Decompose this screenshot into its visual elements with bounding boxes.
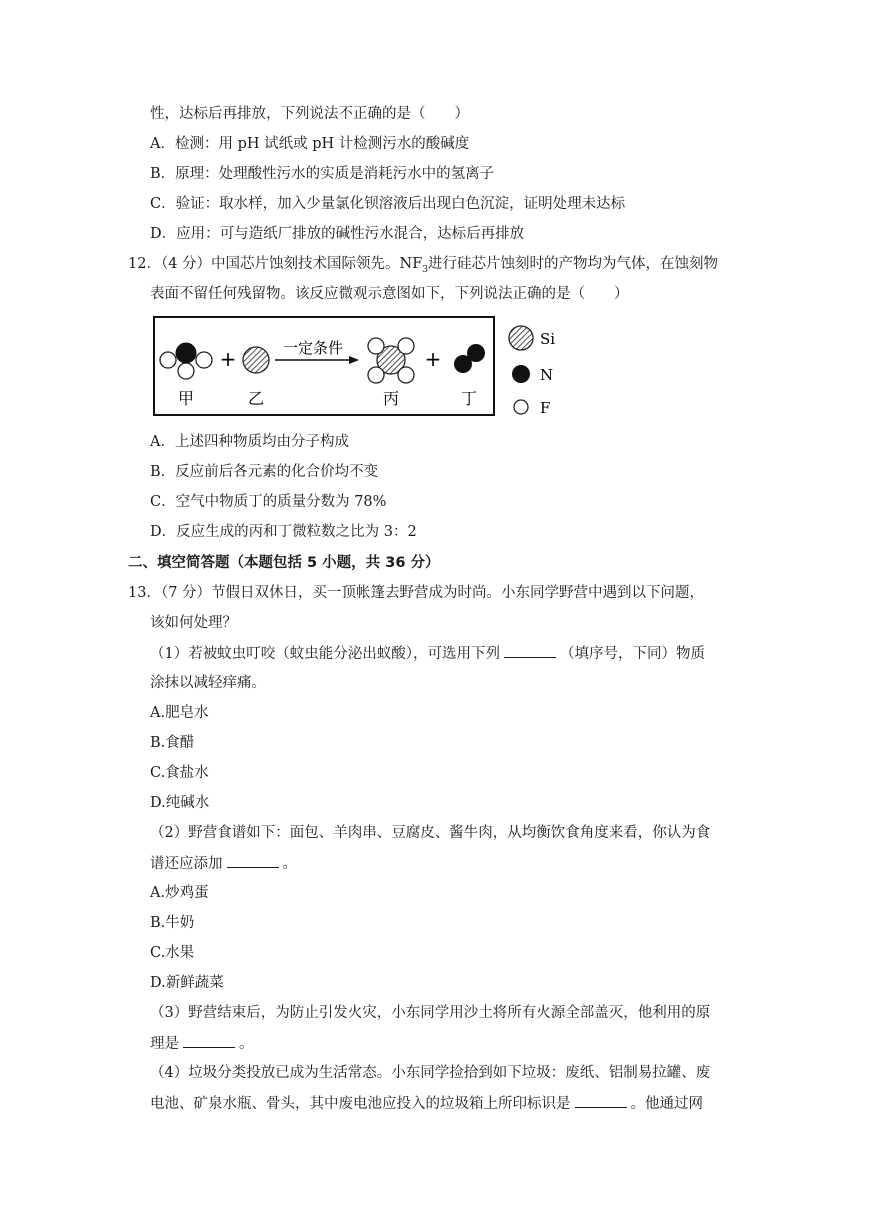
legend-f-symbol [514,400,528,414]
reaction-diagram [153,316,573,416]
q13-part1-line1 [150,643,705,664]
molecule-ding [454,344,485,373]
q11-option-d: D．应用：可与造纸厂排放的碱性污水混合，达标后再排放 [150,226,525,242]
q13-stem-line2: 该如何处理？ [150,615,237,631]
q11-stem-tail: 性，达标后再排放，下列说法不正确的是（ ） [150,106,469,122]
q12-stem-text-b: 进行硅芯片蚀刻时的产物均为气体，在蚀刻物 [428,256,719,272]
reaction-condition: 一定条件 [282,339,344,357]
section-heading: 二、填空简答题（本题包括 5 小题，共 36 分） [128,555,440,571]
q13-part2-option-d: D.新鲜蔬菜 [150,975,224,991]
label-ding: 丁 [460,389,478,408]
q11-option-b: B．原理：处理酸性污水的实质是消耗污水中的氢离子 [150,166,495,182]
legend [509,326,555,416]
q13-part2-option-b: B.牛奶 [150,915,195,931]
label-bing: 丙 [382,389,400,408]
q13-part1-line2: 涂抹以减轻痒痛。 [150,675,266,691]
q13-part1-option-a: A.肥皂水 [150,705,209,721]
label-yi: 乙 [247,389,265,408]
plus-sign-1: + [219,347,237,371]
answer-blank-4[interactable] [575,1093,627,1108]
molecule-jia [160,343,212,379]
q12-stem-subscript: 3 [422,264,429,275]
legend-si-symbol [509,326,533,350]
answer-blank-1[interactable] [504,643,556,658]
legend-n-label: N [540,366,554,384]
q13-part1-option-d: D.纯碱水 [150,795,210,811]
atom-yi-si [243,347,269,373]
q13-part2-text-b: 。 [282,856,297,872]
q12-stem-text-a: 12．（4 分）中国芯片蚀刻技术国际领先。NF [128,256,423,272]
q13-part2-line1: （2）野营食谱如下：面包、羊肉串、豆腐皮、酱牛肉，从均衡饮食角度来看，你认为食 [150,825,711,841]
arrow-head [349,356,359,364]
q13-part3-line2 [150,1033,254,1054]
q13-part2-line2 [150,853,297,874]
q12-option-c: C．空气中物质丁的质量分数为 78% [150,494,387,510]
molecule-bing [368,338,414,383]
q13-stem-line1: 13．（7 分）节假日双休日，买一顶帐篷去野营成为时尚。小东同学野营中遇到以下问题， [128,585,705,601]
legend-n-symbol [512,365,530,383]
q11-option-a: A．检测：用 pH 试纸或 pH 计检测污水的酸碱度 [150,136,470,152]
label-jia: 甲 [177,389,195,408]
q13-part3-text-a: 理是 [150,1036,179,1052]
q13-part1-option-c: C.食盐水 [150,765,209,781]
q12-stem-line1 [128,254,718,280]
q12-option-b: B．反应前后各元素的化合价均不变 [150,464,379,480]
q13-part2-option-c: C.水果 [150,945,195,961]
q12-option-a: A．上述四种物质均由分子构成 [150,434,349,450]
answer-blank-3[interactable] [183,1033,235,1048]
q13-part3-text-b: 。 [239,1036,254,1052]
q11-option-c: C．验证：取水样，加入少量氯化钡溶液后出现白色沉淀，证明处理未达标 [150,196,626,212]
q13-part1-option-b: B.食醋 [150,735,195,751]
q12-option-d: D．反应生成的丙和丁微粒数之比为 3：2 [150,524,417,540]
q13-part2-option-a: A.炒鸡蛋 [150,885,209,901]
answer-blank-2[interactable] [227,853,279,868]
q13-part4-line1: （4）垃圾分类投放已成为生活常态。小东同学捡拾到如下垃圾：废纸、铝制易拉罐、废 [150,1065,711,1081]
q13-part1-text-a: （1）若被蚊虫叮咬（蚊虫能分泌出蚁酸），可选用下列 [150,646,500,662]
q12-stem-line2: 表面不留任何残留物。该反应微观示意图如下，下列说法正确的是（ ） [150,286,629,302]
q13-part1-text-b: （填序号，下同）物质 [559,646,705,662]
plus-sign-2: + [424,347,442,371]
legend-f-label: F [540,399,551,416]
q13-part4-text-a: 电池、矿泉水瓶、骨头，其中废电池应投入的垃圾箱上所印标识是 [150,1096,571,1112]
q13-part2-text-a: 谱还应添加 [150,856,223,872]
q13-part4-line2 [150,1093,703,1114]
q13-part4-text-b: 。他通过网 [630,1096,703,1112]
q13-part3-line1: （3）野营结束后，为防止引发火灾，小东同学用沙土将所有火源全部盖灭，他利用的原 [150,1005,711,1021]
legend-si-label: Si [540,330,556,348]
